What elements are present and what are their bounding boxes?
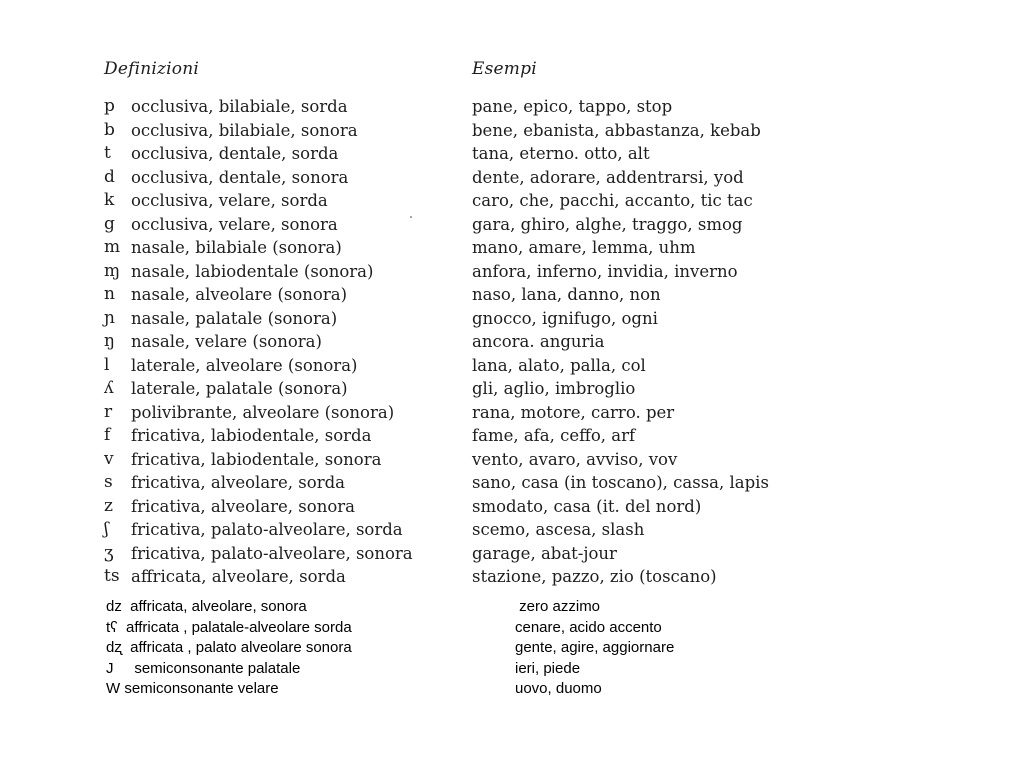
phoneme-row xyxy=(0,142,1024,166)
phoneme-definition: occlusiva, bilabiale, sorda xyxy=(131,97,348,116)
phoneme-definition: fricativa, palato-alveolare, sorda xyxy=(131,520,403,539)
phoneme-symbol: r xyxy=(104,401,113,422)
typed-definition: J semiconsonante palatale xyxy=(106,659,301,677)
typed-definition: dʐ affricata , palato alveolare sonora xyxy=(106,639,352,656)
typed-row xyxy=(0,618,1024,639)
phoneme-examples: gnocco, ignifugo, ogni xyxy=(472,308,658,328)
phoneme-row xyxy=(0,189,1024,213)
definitions-header: Definizioni xyxy=(104,59,200,79)
phoneme-symbol: p xyxy=(104,96,115,116)
scan-speck xyxy=(410,216,412,218)
typed-row xyxy=(0,597,1024,618)
phoneme-definition: fricativa, palato-alveolare, sonora xyxy=(131,543,413,563)
phoneme-row xyxy=(0,213,1024,237)
phoneme-symbol: ŋ xyxy=(104,331,115,351)
phoneme-examples: mano, amare, lemma, uhm xyxy=(472,238,696,257)
phoneme-symbol: m xyxy=(104,237,121,257)
phoneme-definition: occlusiva, dentale, sonora xyxy=(131,167,349,187)
typed-row xyxy=(0,638,1024,659)
phoneme-examples: naso, lana, danno, non xyxy=(472,285,661,304)
phoneme-examples: scemo, ascesa, slash xyxy=(472,520,645,539)
phoneme-row xyxy=(0,95,1024,119)
phoneme-list xyxy=(0,95,1024,589)
phoneme-symbol: d xyxy=(104,166,115,187)
phoneme-row xyxy=(0,236,1024,260)
phoneme-definition: occlusiva, velare, sorda xyxy=(131,191,328,210)
phoneme-examples: bene, ebanista, abbastanza, kebab xyxy=(472,120,761,140)
phoneme-symbol: ts xyxy=(104,566,120,586)
phoneme-definition: laterale, alveolare (sonora) xyxy=(131,355,358,375)
phoneme-definition: fricativa, labiodentale, sonora xyxy=(131,449,382,469)
phoneme-symbol: ɱ xyxy=(104,260,121,281)
phoneme-examples: gara, ghiro, alghe, traggo, smog xyxy=(472,214,743,234)
phoneme-row xyxy=(0,330,1024,354)
phoneme-symbol: f xyxy=(104,425,111,445)
typed-examples: uovo, duomo xyxy=(515,680,602,697)
phoneme-definition: polivibrante, alveolare (sonora) xyxy=(131,402,395,422)
phoneme-examples: smodato, casa (it. del nord) xyxy=(472,496,702,516)
phoneme-definition: fricativa, labiodentale, sorda xyxy=(131,426,372,445)
phoneme-examples: caro, che, pacchi, accanto, tic tac xyxy=(472,191,753,210)
phoneme-symbol: t xyxy=(104,143,111,163)
phoneme-symbol: ɲ xyxy=(104,307,115,328)
phoneme-examples: gli, aglio, imbroglio xyxy=(472,379,636,398)
phoneme-examples: tana, eterno. otto, alt xyxy=(472,144,650,163)
phoneme-definition: occlusiva, velare, sonora xyxy=(131,214,338,234)
phoneme-examples: sano, casa (in toscano), cassa, lapis xyxy=(472,473,769,492)
phoneme-definition: occlusiva, bilabiale, sonora xyxy=(131,120,358,140)
typed-additions xyxy=(0,597,1024,700)
phoneme-symbol: ʎ xyxy=(104,378,114,398)
phoneme-definition: occlusiva, dentale, sorda xyxy=(131,144,339,163)
phoneme-row xyxy=(0,377,1024,401)
typed-row xyxy=(0,679,1024,700)
phoneme-row xyxy=(0,260,1024,284)
phoneme-symbol: ʃ xyxy=(104,519,109,539)
phoneme-definition: nasale, palatale (sonora) xyxy=(131,308,338,328)
phoneme-examples: vento, avaro, avviso, vov xyxy=(472,449,678,469)
phoneme-row xyxy=(0,518,1024,542)
examples-header: Esempi xyxy=(472,59,537,79)
phoneme-examples: garage, abat-jour xyxy=(472,543,617,563)
phoneme-symbol: l xyxy=(104,354,110,375)
typed-examples: zero azzimo xyxy=(515,598,601,615)
phoneme-symbol: z xyxy=(104,495,113,516)
typed-row xyxy=(0,659,1024,680)
phoneme-row xyxy=(0,448,1024,472)
phoneme-examples: ancora. anguria xyxy=(472,332,605,351)
phoneme-definition: fricativa, alveolare, sonora xyxy=(131,496,355,516)
phoneme-row xyxy=(0,354,1024,378)
phoneme-row xyxy=(0,401,1024,425)
phoneme-row xyxy=(0,471,1024,495)
phoneme-symbol: b xyxy=(104,119,115,140)
phoneme-row xyxy=(0,565,1024,589)
phoneme-row xyxy=(0,283,1024,307)
phoneme-examples: pane, epico, tappo, stop xyxy=(472,97,673,116)
typed-examples: gente, agire, aggiornare xyxy=(515,639,675,656)
phoneme-symbol: k xyxy=(104,190,115,210)
phoneme-definition: nasale, alveolare (sonora) xyxy=(131,285,348,304)
phoneme-row xyxy=(0,307,1024,331)
phoneme-row xyxy=(0,542,1024,566)
phoneme-symbol: s xyxy=(104,472,113,492)
phoneme-symbol: ʒ xyxy=(104,542,114,563)
phoneme-symbol: g xyxy=(104,213,115,234)
phoneme-examples: dente, adorare, addentrarsi, yod xyxy=(472,167,744,187)
phoneme-examples: anfora, inferno, invidia, inverno xyxy=(472,261,738,281)
phoneme-symbol: n xyxy=(104,284,115,304)
phoneme-examples: lana, alato, palla, col xyxy=(472,355,646,375)
typed-examples: ieri, piede xyxy=(515,659,581,677)
phoneme-row xyxy=(0,495,1024,519)
phoneme-definition: affricata, alveolare, sorda xyxy=(131,567,346,586)
typed-examples: cenare, acido accento xyxy=(515,618,662,636)
phoneme-row xyxy=(0,424,1024,448)
phoneme-definition: nasale, labiodentale (sonora) xyxy=(131,261,374,281)
phoneme-examples: stazione, pazzo, zio (toscano) xyxy=(472,567,717,586)
phoneme-examples: rana, motore, carro. per xyxy=(472,402,675,422)
phoneme-examples: fame, afa, ceffo, arf xyxy=(472,426,636,445)
phoneme-definition: nasale, bilabiale (sonora) xyxy=(131,238,342,257)
phoneme-row xyxy=(0,166,1024,190)
typed-definition: dz affricata, alveolare, sonora xyxy=(106,598,307,615)
typed-definition: tʕ affricata , palatale-alveolare sorda xyxy=(106,618,352,636)
phoneme-definition: fricativa, alveolare, sorda xyxy=(131,473,345,492)
phoneme-definition: laterale, palatale (sonora) xyxy=(131,379,348,398)
phoneme-definition: nasale, velare (sonora) xyxy=(131,332,322,351)
typed-definition: W semiconsonante velare xyxy=(106,680,279,697)
phoneme-row xyxy=(0,119,1024,143)
phoneme-symbol: v xyxy=(104,448,114,469)
